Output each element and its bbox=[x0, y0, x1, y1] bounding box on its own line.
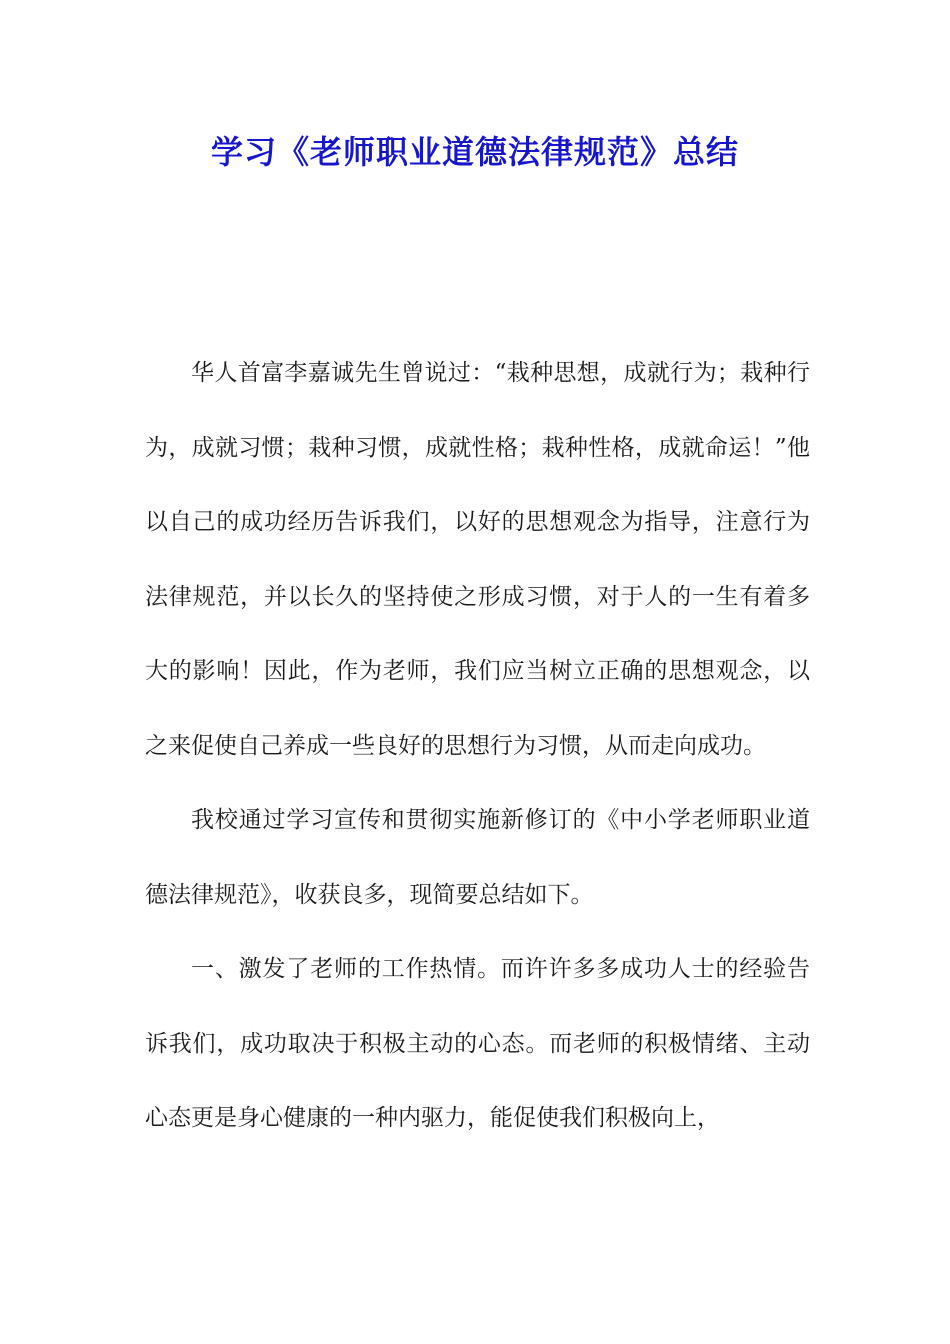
document-title: 学习《老师职业道德法律规范》总结 bbox=[210, 133, 739, 171]
paragraph-school-summary: 我校通过学习宣传和贯彻实施新修订的《中小学老师职业道德法律规范》，收获良多，现简要总结如下。 bbox=[145, 807, 810, 908]
document-body bbox=[145, 336, 810, 1156]
paragraph-intro: 华人首富李嘉诚先生曾说过：“栽种思想，成就行为；栽种行为，成就习惯；栽种习惯，成就性格；栽种性格，成就命运！”他以自己的成功经历告诉我们，以好的思想观念为指导，注意行为法律规范，并以长久的坚持使之形成习惯，对于人的一生有着多大的影响！因此，作为老师，我们应当树立正确的思想观念，以之来促使自己养成一些良好的思想行为习惯，从而走向成功。 bbox=[145, 360, 810, 759]
paragraph-point-one: 一、激发了老师的工作热情。而许许多多成功人士的经验告诉我们，成功取决于积极主动的心态。而老师的积极情绪、主动心态更是身心健康的一种内驱力，能促使我们积极向上， bbox=[145, 956, 810, 1131]
